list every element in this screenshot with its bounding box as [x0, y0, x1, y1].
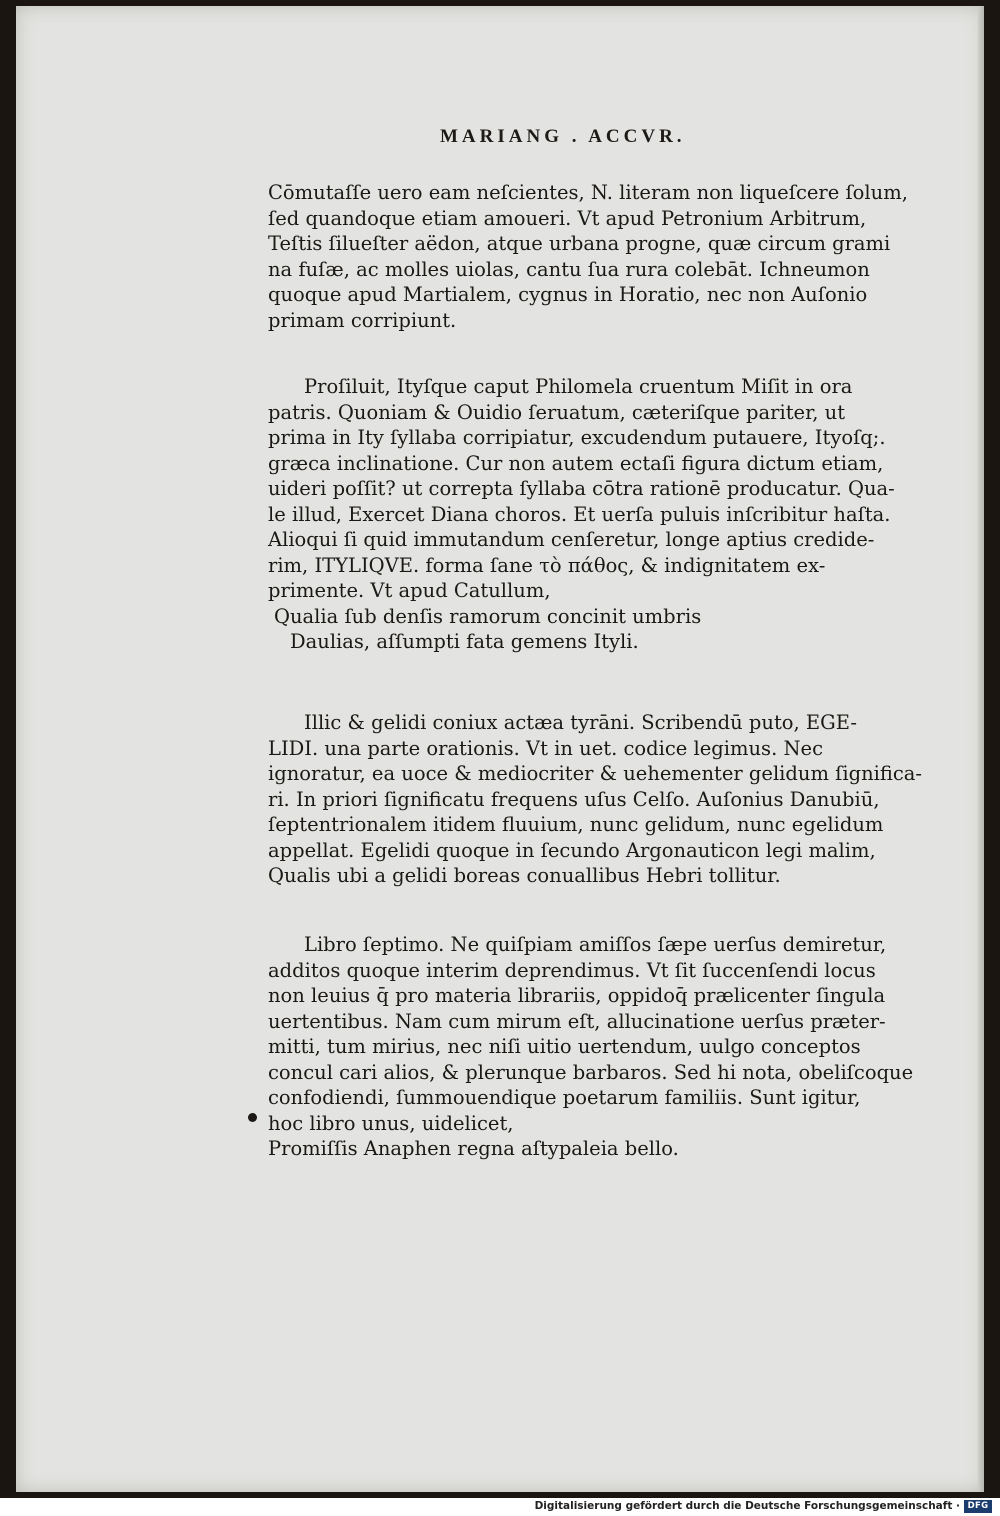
text-line: hoc libro unus, uidelicet,: [268, 1111, 514, 1135]
text-line: na fuſæ, ac molles uiolas, cantu ſua rura colebāt. Ichneumon: [268, 257, 870, 281]
text-line: patris. Quoniam & Ouidio ſeruatum, cæteriſque pariter, ut: [268, 400, 846, 424]
text-line: uideri poſſit? ut correpta ſyllaba cōtra rationē producatur. Qua-: [268, 477, 895, 500]
text-line: additos quoque interim deprendimus. Vt ſit ſuccenſendi locus: [268, 958, 876, 982]
text-line: uertentibus. Nam cum mirum eſt, allucinatione uerſus præter-: [268, 1009, 886, 1033]
text-line: Proſiluit, Ityſque caput Philomela cruentum Miſit in ora: [304, 375, 853, 398]
text-line: primente. Vt apud Catullum,: [268, 579, 551, 602]
verse-line: Qualis ubi a gelidi boreas conuallibus Hebri tollitur.: [268, 864, 781, 887]
margin-bullet-icon: [248, 1113, 257, 1122]
text-line: quoque apud Martialem, cygnus in Horatio, nec non Auſonio: [268, 283, 868, 306]
text-line: ſeptentrionalem itidem fluuium, nunc gelidum, nunc egelidum: [268, 813, 884, 836]
text-line: mitti, tum mirius, nec niſi uitio uertendum, uulgo conceptos: [268, 1035, 861, 1058]
text-line: Alioqui ſi quid immutandum cenſeretur, longe aptius credide-: [268, 528, 875, 551]
paragraph-1: [268, 180, 928, 333]
text-line: appellat. Egelidi quoque in ſecundo Argonauticon legi malim,: [268, 838, 876, 862]
verse-line: Daulias, aſſumpti fata gemens Ityli.: [290, 630, 639, 653]
text-line: Libro ſeptimo. Ne quiſpiam amiſſos ſæpe uerſus demiretur,: [304, 933, 887, 956]
text-line: concul cari alios, & plerunque barbaros. Sed hi nota, obeliſcoque: [268, 1060, 914, 1084]
text-line: rim, ITYLIQVE. forma ſane τὸ πάθος, & indignitatem ex-: [268, 553, 826, 577]
text-line: Illic & gelidi coniux actæa tyrāni. Scribendū puto, EGE-: [304, 711, 857, 734]
paragraph-2: [268, 374, 928, 655]
text-line: ſed quandoque etiam amoueri. Vt apud Petronium Arbitrum,: [268, 206, 867, 230]
text-line: primam corripiunt.: [268, 308, 457, 332]
text-line: ri. In priori ſignificatu frequens uſus Celſo. Auſonius Danubiū,: [268, 787, 880, 811]
text-line: Cōmutaſſe uero eam neſcientes, N. literam non liqueſcere ſolum,: [268, 181, 908, 204]
funding-credit: Digitalisierung gefördert durch die Deutsche Forschungsgemeinschaft ·: [534, 1500, 960, 1512]
text-line: LIDI. una parte orationis. Vt in uet. codice legimus. Nec: [268, 736, 823, 760]
text-line: Teſtis ſilueſter aëdon, atque urbana progne, quæ circum grami: [268, 232, 891, 255]
verse-line: Qualia ſub denſis ramorum concinit umbris: [274, 604, 702, 628]
text-line: non leuius q̄ pro materia librariis, oppidoq̄ prælicenter ſingula: [268, 984, 886, 1007]
dfg-logo: DFG: [964, 1500, 992, 1513]
running-head: MARIANG . ACCVR.: [440, 126, 686, 147]
paragraph-4: [268, 932, 928, 1162]
text-line: ignoratur, ea uoce & mediocriter & uehementer gelidum ſignifica-: [268, 762, 923, 785]
text-line: le illud, Exercet Diana choros. Et uerſa puluis inſcribitur haſta.: [268, 502, 891, 526]
verse-line: Promiſſis Anaphen regna aſtypaleia bello.: [268, 1137, 679, 1160]
text-line: græca inclinatione. Cur non autem ectaſi figura dictum etiam,: [268, 451, 884, 475]
text-line: confodiendi, ſummouendique poetarum familiis. Sunt igitur,: [268, 1086, 861, 1109]
paragraph-3: [268, 710, 928, 889]
text-line: prima in Ity ſyllaba corripiatur, excudendum putauere, Ityoſq;.: [268, 426, 886, 449]
page-edge: [978, 6, 984, 1492]
